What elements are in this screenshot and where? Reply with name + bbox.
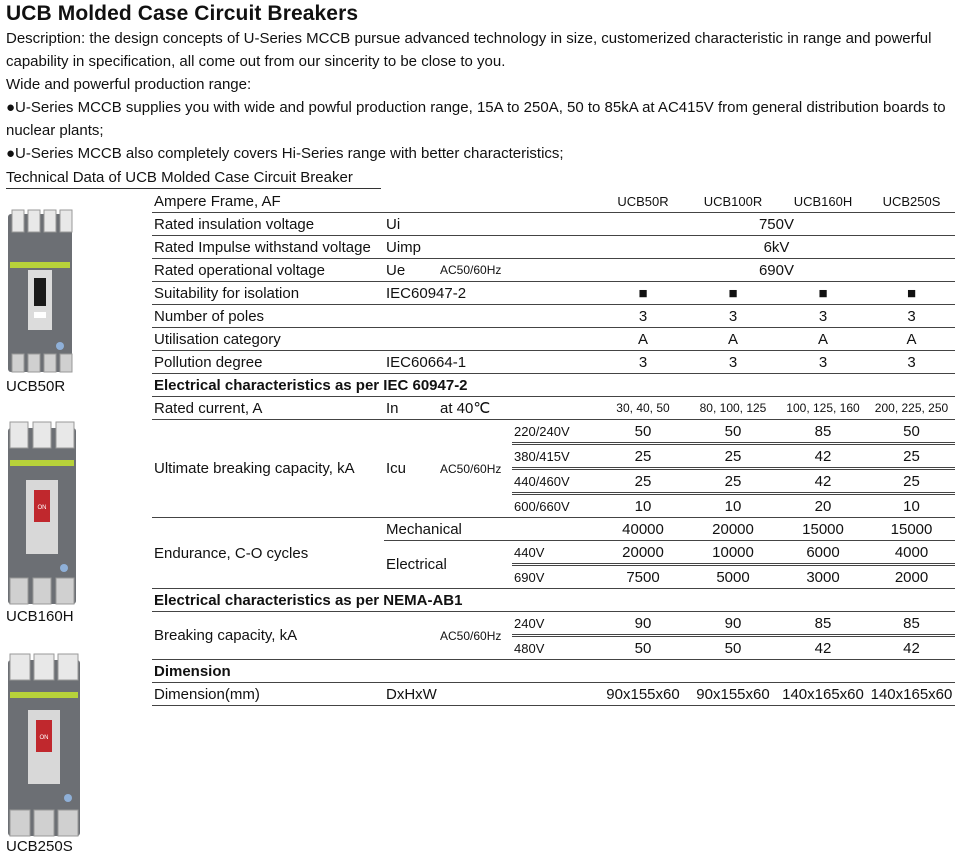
cell-value: 25 [598, 444, 688, 469]
section-header: Electrical characteristics as per IEC 60947-2 [152, 374, 955, 397]
table-row [152, 518, 955, 541]
cell-value: 3 [598, 351, 688, 374]
wide-range-heading: Wide and powerful production range: [6, 76, 252, 93]
cell-value: 6000 [778, 541, 868, 565]
frequency: AC50/60Hz [438, 612, 512, 660]
row-label: Suitability for isolation [152, 282, 384, 305]
cell-value: 750V [598, 213, 955, 236]
cell-value: 10 [868, 494, 955, 518]
symbol: Ui [384, 213, 438, 236]
table-row [152, 259, 955, 282]
cell-value: 3 [688, 351, 778, 374]
voltage: 440/460V [512, 469, 598, 494]
cell-value: 20000 [598, 541, 688, 565]
condition: at 40℃ [438, 397, 512, 420]
page-title: UCB Molded Case Circuit Breakers [6, 2, 359, 25]
cell-value: 4000 [868, 541, 955, 565]
cell-value: 30, 40, 50 [598, 397, 688, 420]
table-row [152, 328, 955, 351]
cell-value: A [688, 328, 778, 351]
model-header: UCB50R [598, 190, 688, 213]
cell-value: 42 [778, 636, 868, 660]
cell-value: A [868, 328, 955, 351]
cell-value: ■ [868, 282, 955, 305]
voltage: 690V [512, 565, 598, 589]
bullet-item: ●U-Series MCCB supplies you with wide and powful production range, 15A to 250A, 50 to 85kA at AC415V from general distribution boards to nuclear plants; [6, 99, 946, 139]
cell-value: ■ [688, 282, 778, 305]
cell-value: 3 [688, 305, 778, 328]
symbol: In [384, 397, 438, 420]
voltage: 600/660V [512, 494, 598, 518]
voltage: 240V [512, 612, 598, 636]
cell-value: 50 [598, 420, 688, 444]
row-label: Rated current, A [152, 397, 384, 420]
cell-value: 15000 [778, 518, 868, 541]
frequency: AC50/60Hz [438, 259, 512, 282]
cell-value: 80, 100, 125 [688, 397, 778, 420]
table-row [152, 282, 955, 305]
cell-value: 10 [688, 494, 778, 518]
cell-value: 25 [868, 444, 955, 469]
voltage: 440V [512, 541, 598, 565]
cell-value: 10 [598, 494, 688, 518]
table-row [152, 683, 955, 706]
cell-value: 20 [778, 494, 868, 518]
row-label: Ampere Frame, AF [152, 190, 384, 213]
cell-value: 200, 225, 250 [868, 397, 955, 420]
cell-value: 90x155x60 [688, 683, 778, 706]
row-label: Endurance, C-O cycles [152, 518, 384, 589]
sub-label: Electrical [384, 541, 512, 589]
cell-value: 42 [778, 469, 868, 494]
cell-value: 85 [868, 612, 955, 636]
section-header: Dimension [152, 660, 955, 683]
product-label: UCB250S [6, 838, 73, 855]
row-label: Dimension(mm) [152, 683, 384, 706]
model-header: UCB250S [868, 190, 955, 213]
cell-value: 3 [598, 305, 688, 328]
cell-value: 50 [688, 420, 778, 444]
table-row [152, 305, 955, 328]
description-text: Description: the design concepts of U-Series MCCB pursue advanced technology in size, customerized characteristic in range and powerful capability in specification, all come out from our sincerity to be close to you. [6, 30, 932, 70]
cell-value: 3000 [778, 565, 868, 589]
cell-value: 3 [778, 351, 868, 374]
cell-value: 42 [868, 636, 955, 660]
table-row [152, 351, 955, 374]
cell-value: 690V [598, 259, 955, 282]
cell-value: 3 [778, 305, 868, 328]
section-header: Electrical characteristics as per NEMA-AB1 [152, 589, 955, 612]
standard: IEC60947-2 [384, 282, 598, 305]
symbol: Uimp [384, 236, 438, 259]
voltage: 380/415V [512, 444, 598, 469]
cell-value: 100, 125, 160 [778, 397, 868, 420]
ucb250s-product-image [4, 652, 84, 840]
row-label: Ultimate breaking capacity, kA [152, 420, 384, 518]
heading-underline [6, 188, 381, 189]
handle-text: ON [39, 735, 49, 741]
cell-value: ■ [778, 282, 868, 305]
cell-value: 15000 [868, 518, 955, 541]
symbol: Ue [384, 259, 438, 282]
cell-value: 40000 [598, 518, 688, 541]
table-row [152, 612, 955, 636]
row-label: Utilisation category [152, 328, 384, 351]
cell-value: 3 [868, 351, 955, 374]
sub-label: Mechanical [384, 518, 598, 541]
standard: IEC60664-1 [384, 351, 598, 374]
table-row [152, 420, 955, 444]
voltage: 220/240V [512, 420, 598, 444]
handle-text: ON [37, 505, 47, 511]
cell-value: 90x155x60 [598, 683, 688, 706]
voltage: 480V [512, 636, 598, 660]
table-row [152, 190, 955, 213]
cell-value: 5000 [688, 565, 778, 589]
cell-value: 50 [598, 636, 688, 660]
cell-value: 42 [778, 444, 868, 469]
ucb160h-product-image [4, 420, 80, 608]
table-row [152, 213, 955, 236]
cell-value: 25 [688, 469, 778, 494]
cell-value: 10000 [688, 541, 778, 565]
product-label: UCB50R [6, 378, 66, 395]
cell-value: 90 [688, 612, 778, 636]
cell-value: 3 [868, 305, 955, 328]
cell-value: 25 [868, 469, 955, 494]
cell-value: 140x165x60 [778, 683, 868, 706]
cell-value: 25 [688, 444, 778, 469]
row-label: Rated operational voltage [152, 259, 384, 282]
symbol: DxHxW [384, 683, 598, 706]
cell-value: 85 [778, 612, 868, 636]
cell-value: 20000 [688, 518, 778, 541]
technical-data-table [152, 190, 955, 706]
product-label: UCB160H [6, 608, 74, 625]
ucb50r-product-image [4, 208, 76, 378]
table-row [152, 236, 955, 259]
model-header: UCB160H [778, 190, 868, 213]
bullet-item: ●U-Series MCCB also completely covers Hi-Series range with better characteristics; [6, 145, 564, 162]
cell-value: 50 [868, 420, 955, 444]
cell-value: 50 [688, 636, 778, 660]
row-label: Pollution degree [152, 351, 384, 374]
frequency: AC50/60Hz [438, 420, 512, 518]
row-label: Rated Impulse withstand voltage [152, 236, 384, 259]
cell-value: 140x165x60 [868, 683, 955, 706]
cell-value: 7500 [598, 565, 688, 589]
cell-value: ■ [598, 282, 688, 305]
cell-value: 25 [598, 469, 688, 494]
cell-value: 90 [598, 612, 688, 636]
symbol: Icu [384, 420, 438, 518]
cell-value: A [778, 328, 868, 351]
cell-value: 6kV [598, 236, 955, 259]
cell-value: 2000 [868, 565, 955, 589]
model-header: UCB100R [688, 190, 778, 213]
table-row [152, 397, 955, 420]
cell-value: A [598, 328, 688, 351]
row-label: Rated insulation voltage [152, 213, 384, 236]
row-label: Number of poles [152, 305, 384, 328]
row-label: Breaking capacity, kA [152, 612, 384, 660]
technical-data-heading: Technical Data of UCB Molded Case Circuit Breaker [6, 169, 353, 186]
cell-value: 85 [778, 420, 868, 444]
